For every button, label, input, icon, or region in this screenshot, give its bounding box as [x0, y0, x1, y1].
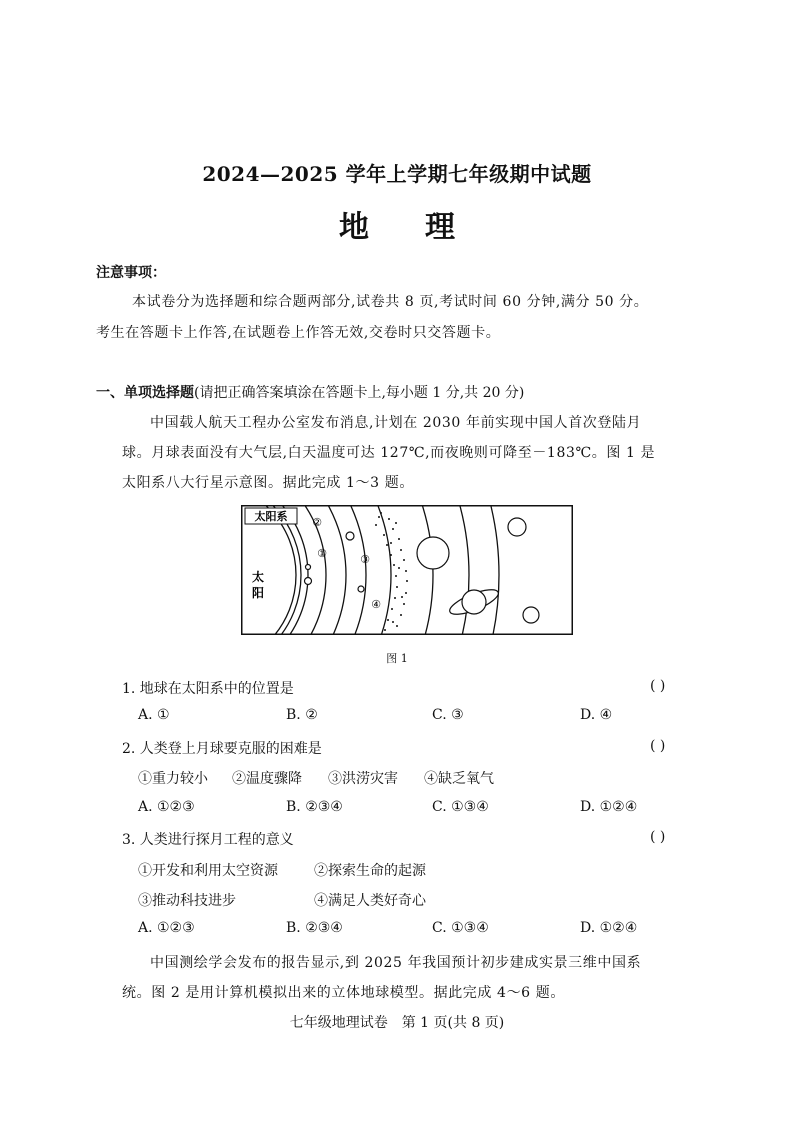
- question-3-stem: 3. 人类进行探月工程的意义: [122, 832, 294, 848]
- question-3-option-b: B. ②③④: [286, 920, 343, 936]
- planet-mars: [358, 586, 364, 592]
- passage2-line-2: 统。图 2 是用计算机模拟出来的立体地球模型。据此完成 4～6 题。: [122, 985, 565, 1001]
- question-2-option-a: A. ①②③: [138, 799, 195, 815]
- question-3-item-2: ②探索生命的起源: [314, 863, 426, 879]
- question-2-item-1: ①重力较小: [138, 771, 208, 787]
- planet-venus: [305, 578, 312, 585]
- passage1-line-2: 球。月球表面没有大气层,白天温度可达 127℃,而夜晚则可降至－183℃。图 1 是: [122, 445, 656, 461]
- question-3-option-a: A. ①②③: [138, 920, 195, 936]
- exam-title: 2024—2025 学年上学期七年级期中试题: [202, 162, 592, 186]
- question-2-item-2: ②温度骤降: [232, 771, 302, 787]
- passage1-line-1: 中国载人航天工程办公室发布消息,计划在 2030 年前实现中国人首次登陆月: [150, 415, 642, 431]
- question-3-option-c: C. ①③④: [432, 920, 489, 936]
- figure-caption: 图 1: [386, 652, 408, 665]
- page-footer: 七年级地理试卷 第 1 页(共 8 页): [289, 1015, 505, 1031]
- planet-uranus: [508, 518, 526, 536]
- notice-heading: 注意事项：: [96, 265, 166, 281]
- question-1-stem: 1. 地球在太阳系中的位置是: [122, 681, 294, 697]
- question-1-option-b: B. ②: [286, 707, 318, 723]
- question-3-answer-paren: ( ): [650, 829, 666, 845]
- question-3-item-1: ①开发和利用太空资源: [138, 863, 278, 879]
- question-2-answer-paren: ( ): [650, 738, 666, 754]
- subject-title: 地理: [339, 210, 511, 245]
- question-2-option-c: C. ①③④: [432, 799, 489, 815]
- question-1-option-c: C. ③: [432, 707, 464, 723]
- question-3-item-3: ③推动科技进步: [138, 893, 236, 909]
- section-heading: [96, 382, 524, 402]
- question-2-item-3: ③洪涝灾害: [328, 771, 398, 787]
- passage1-line-3: 太阳系八大行星示意图。据此完成 1～3 题。: [122, 475, 414, 491]
- question-1-answer-paren: ( ): [650, 678, 666, 694]
- planet-jupiter: [417, 537, 449, 569]
- solar-system-diagram: [241, 505, 573, 635]
- planet-saturn: [462, 590, 486, 614]
- question-1-option-d: D. ④: [580, 707, 613, 723]
- planet-mercury: [306, 565, 311, 570]
- sun-label-2: 阳: [251, 586, 265, 600]
- sun-label-1: 太: [251, 570, 265, 584]
- notice-line-1: 本试卷分为选择题和综合题两部分,试卷共 8 页,考试时间 60 分钟,满分 50 分。: [132, 294, 649, 310]
- question-2-option-d: D. ①②④: [580, 799, 638, 815]
- question-1-option-a: A. ①: [138, 707, 170, 723]
- marker-2: ②: [312, 516, 322, 529]
- marker-4: ④: [371, 598, 381, 611]
- question-2-stem: 2. 人类登上月球要克服的困难是: [122, 741, 322, 757]
- marker-1: ①: [317, 547, 327, 560]
- question-2-option-b: B. ②③④: [286, 799, 343, 815]
- section-title: 一、单项选择题: [96, 385, 194, 401]
- passage2-line-1: 中国测绘学会发布的报告显示,到 2025 年我国预计初步建成实景三维中国系: [150, 955, 642, 971]
- marker-3: ③: [360, 553, 370, 566]
- diagram-title: 太阳系: [254, 510, 288, 523]
- question-3-option-d: D. ①②④: [580, 920, 638, 936]
- planet-neptune: [523, 607, 539, 623]
- question-3-item-4: ④满足人类好奇心: [314, 893, 426, 909]
- section-note: (请把正确答案填涂在答题卡上,每小题 1 分,共 20 分): [194, 385, 525, 401]
- notice-line-2: 考生在答题卡上作答,在试题卷上作答无效,交卷时只交答题卡。: [96, 325, 501, 341]
- question-2-item-4: ④缺乏氧气: [424, 771, 494, 787]
- planet-earth: [346, 532, 354, 540]
